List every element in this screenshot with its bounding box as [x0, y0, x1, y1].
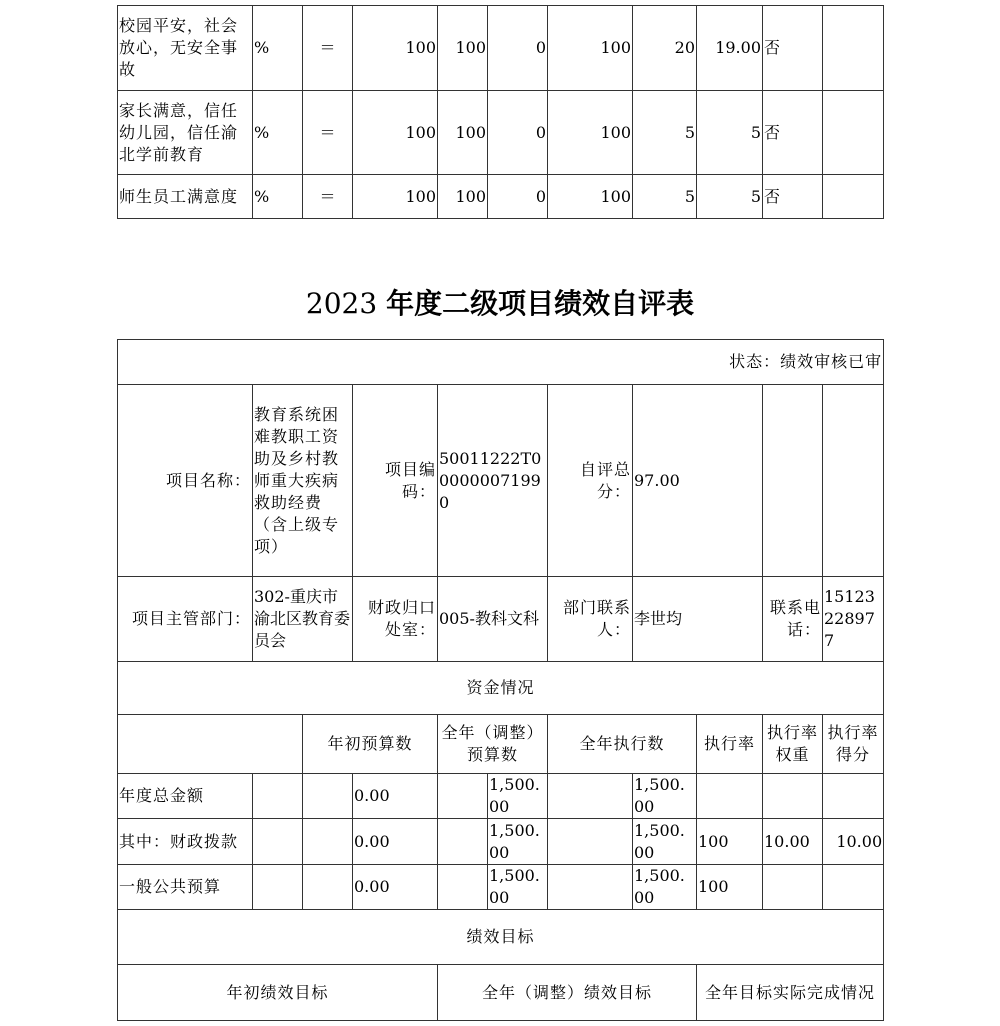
- status-badge: 状态：绩效审核已审: [118, 340, 884, 385]
- empty-cell: [303, 774, 353, 819]
- empty-cell: [438, 819, 488, 865]
- empty-cell: [548, 865, 633, 910]
- header-adjusted-budget: 全年（调整）预算数: [438, 715, 548, 774]
- empty-cell: [303, 865, 353, 910]
- indicator-value: 100: [548, 175, 633, 219]
- fund-section-heading: 资金情况: [118, 662, 884, 715]
- table-row: [118, 6, 884, 91]
- section-row: [118, 910, 884, 965]
- fund-score: [823, 865, 884, 910]
- empty-cell: [438, 774, 488, 819]
- empty-cell: [303, 819, 353, 865]
- page-title: [0, 282, 1000, 326]
- indicator-name: 校园平安，社会放心，无安全事故: [118, 6, 253, 91]
- fund-adjusted: 1,500.00: [488, 819, 548, 865]
- header-initial-goal: 年初绩效目标: [118, 965, 438, 1021]
- empty-cell: [438, 865, 488, 910]
- indicator-weight: 5: [633, 175, 697, 219]
- project-name-label: 项目名称：: [118, 385, 253, 577]
- indicator-value: 100: [353, 6, 438, 91]
- indicator-note: [823, 6, 884, 91]
- fund-row-label: 一般公共预算: [118, 865, 253, 910]
- indicator-unit: %: [253, 91, 303, 175]
- contact-label: 部门联系人：: [548, 577, 633, 662]
- fund-rate: [697, 774, 763, 819]
- indicator-score: 19.00: [697, 6, 763, 91]
- fund-row-label: 其中：财政拨款: [118, 819, 253, 865]
- fund-initial: 0.00: [353, 819, 438, 865]
- fund-weight: [763, 865, 823, 910]
- indicator-note: [823, 175, 884, 219]
- fund-initial: 0.00: [353, 774, 438, 819]
- perf-header-row: [118, 965, 884, 1021]
- self-evaluation-form: [117, 339, 884, 1021]
- indicator-operator: ＝: [303, 175, 353, 219]
- fund-executed: 1,500.00: [633, 819, 697, 865]
- fund-adjusted: 1,500.00: [488, 774, 548, 819]
- status-row: [118, 340, 884, 385]
- empty-cell: [763, 385, 823, 577]
- indicator-note: [823, 91, 884, 175]
- perf-section-heading: 绩效目标: [118, 910, 884, 965]
- contact-value: 李世均: [633, 577, 763, 662]
- fund-initial: 0.00: [353, 865, 438, 910]
- indicator-name: 师生员工满意度: [118, 175, 253, 219]
- project-name-value: 教育系统困难教职工资助及乡村教师重大疾病救助经费（含上级专项）: [253, 385, 353, 577]
- fund-score: [823, 774, 884, 819]
- fund-rate: 100: [697, 819, 763, 865]
- fund-score: 10.00: [823, 819, 884, 865]
- fund-weight: [763, 774, 823, 819]
- table-row: [118, 175, 884, 219]
- title-year: 2023: [305, 287, 378, 320]
- indicator-flag: 否: [763, 6, 823, 91]
- fund-adjusted: 1,500.00: [488, 865, 548, 910]
- fund-executed: 1,500.00: [633, 774, 697, 819]
- indicator-operator: ＝: [303, 6, 353, 91]
- dept-label: 项目主管部门：: [118, 577, 253, 662]
- dept-info-row: [118, 577, 884, 662]
- indicator-value: 0: [488, 6, 548, 91]
- indicator-score: 5: [697, 91, 763, 175]
- indicator-score: 5: [697, 175, 763, 219]
- header-rate: 执行率: [697, 715, 763, 774]
- empty-cell: [823, 385, 884, 577]
- empty-cell: [548, 774, 633, 819]
- indicator-unit: %: [253, 6, 303, 91]
- indicator-flag: 否: [763, 175, 823, 219]
- project-code-value: 50011222T000000071990: [438, 385, 548, 577]
- header-executed: 全年执行数: [548, 715, 697, 774]
- header-initial-budget: 年初预算数: [303, 715, 438, 774]
- phone-label: 联系电话：: [763, 577, 823, 662]
- indicator-value: 100: [548, 6, 633, 91]
- title-text: 年度二级项目绩效自评表: [386, 287, 695, 320]
- header-rate-score: 执行率得分: [823, 715, 884, 774]
- empty-cell: [253, 865, 303, 910]
- empty-cell: [253, 819, 303, 865]
- indicator-flag: 否: [763, 91, 823, 175]
- fund-header-row: [118, 715, 884, 774]
- indicator-value: 0: [488, 91, 548, 175]
- table-row: [118, 819, 884, 865]
- fund-weight: 10.00: [763, 819, 823, 865]
- indicator-weight: 5: [633, 91, 697, 175]
- project-code-label: 项目编码：: [353, 385, 438, 577]
- fund-executed: 1,500.00: [633, 865, 697, 910]
- finance-label: 财政归口处室：: [353, 577, 438, 662]
- fund-row-label: 年度总金额: [118, 774, 253, 819]
- fund-rate: 100: [697, 865, 763, 910]
- phone-value: 15123228977: [823, 577, 884, 662]
- table-row: [118, 91, 884, 175]
- empty-cell: [548, 819, 633, 865]
- indicator-value: 100: [353, 175, 438, 219]
- indicator-value: 100: [438, 6, 488, 91]
- performance-indicator-table: [117, 5, 884, 219]
- project-info-row: [118, 385, 884, 577]
- section-row: [118, 662, 884, 715]
- indicator-value: 100: [438, 91, 488, 175]
- indicator-value: 0: [488, 175, 548, 219]
- indicator-operator: ＝: [303, 91, 353, 175]
- empty-cell: [118, 715, 303, 774]
- self-score-value: 97.00: [633, 385, 763, 577]
- table-row: [118, 774, 884, 819]
- header-adjusted-goal: 全年（调整）绩效目标: [438, 965, 697, 1021]
- indicator-weight: 20: [633, 6, 697, 91]
- indicator-name: 家长满意，信任幼儿园，信任渝北学前教育: [118, 91, 253, 175]
- indicator-value: 100: [353, 91, 438, 175]
- self-score-label: 自评总分：: [548, 385, 633, 577]
- table-row: [118, 865, 884, 910]
- empty-cell: [253, 774, 303, 819]
- indicator-value: 100: [548, 91, 633, 175]
- finance-value: 005-教科文科: [438, 577, 548, 662]
- header-rate-weight: 执行率权重: [763, 715, 823, 774]
- indicator-unit: %: [253, 175, 303, 219]
- header-actual-completion: 全年目标实际完成情况: [697, 965, 884, 1021]
- dept-value: 302-重庆市渝北区教育委员会: [253, 577, 353, 662]
- indicator-value: 100: [438, 175, 488, 219]
